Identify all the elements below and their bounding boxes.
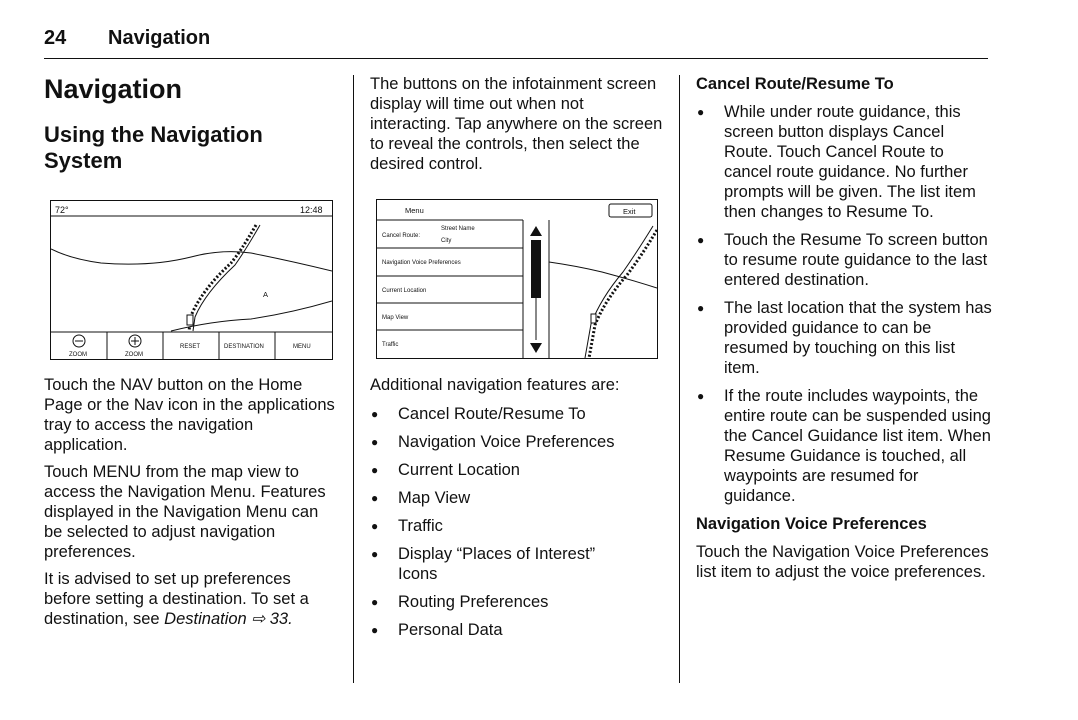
paragraph: The buttons on the infotainment screen display will time out when not interacting. Tap anywhere on the screen to reveal the controls, then select the desired control. bbox=[370, 75, 663, 173]
clock-readout: 12:48 bbox=[300, 205, 323, 215]
list-item: ● Cancel Route/Resume To bbox=[370, 404, 670, 424]
menu-title: Menu bbox=[405, 206, 424, 215]
page-number: 24 bbox=[44, 27, 67, 49]
temperature-readout: 72° bbox=[55, 205, 69, 215]
destination-link[interactable]: Destination bbox=[164, 610, 247, 628]
column-2-intro bbox=[370, 74, 666, 181]
list-item: ● Routing Preferences bbox=[370, 592, 670, 612]
reset-button[interactable]: RESET bbox=[180, 344, 201, 350]
vehicle-icon bbox=[187, 315, 193, 325]
nav-menu-screen-figure bbox=[376, 199, 658, 359]
column-3 bbox=[696, 74, 992, 589]
menu-item-map-view[interactable]: Map View bbox=[382, 315, 409, 321]
paragraph: It is advised to set up preferences before setting a destination. To set a destination, see Destination ⇨ 33. bbox=[44, 570, 309, 628]
list-item: ● Display “Places of Interest” Icons bbox=[370, 544, 623, 584]
section-heading-cancel-route: Cancel Route/Resume To bbox=[696, 75, 894, 93]
subsection-title: Using the Navigation System bbox=[44, 122, 263, 173]
vehicle-icon bbox=[591, 314, 596, 323]
features-list bbox=[370, 404, 670, 640]
column-divider-1 bbox=[353, 75, 354, 683]
column-divider-2 bbox=[679, 75, 680, 683]
list-item: ● The last location that the system has provided guidance to can be resumed by touching on this list item. bbox=[696, 298, 992, 378]
cancel-route-list bbox=[696, 102, 992, 506]
map-road bbox=[549, 262, 657, 288]
list-item: ● Personal Data bbox=[370, 620, 670, 640]
list-item: ● Current Location bbox=[370, 460, 670, 480]
map-marker: A bbox=[263, 290, 269, 299]
header-rule bbox=[44, 58, 988, 59]
menu-item-voice-preferences[interactable]: Navigation Voice Preferences bbox=[382, 260, 461, 266]
section-title: Navigation bbox=[108, 27, 211, 49]
list-item: ● Traffic bbox=[370, 516, 670, 536]
menu-item-current-location[interactable]: Current Location bbox=[382, 288, 427, 294]
menu-button[interactable]: MENU bbox=[293, 344, 311, 350]
menu-item-traffic[interactable]: Traffic bbox=[382, 342, 399, 348]
scroll-down-icon[interactable] bbox=[530, 343, 542, 353]
list-item: ● Map View bbox=[370, 488, 670, 508]
map-road bbox=[51, 249, 332, 271]
destination-button[interactable]: DESTINATION bbox=[224, 344, 264, 350]
paragraph: Touch the Navigation Voice Preferences list item to adjust the voice preferences. bbox=[696, 543, 989, 581]
section-heading-voice-preferences: Navigation Voice Preferences bbox=[696, 515, 927, 533]
route-road-edge bbox=[585, 226, 653, 358]
route-line bbox=[589, 230, 657, 358]
paragraph: Touch the NAV button on the Home Page or the Nav icon in the applications tray to access the navigation application. bbox=[44, 376, 335, 454]
column-2-body bbox=[370, 375, 670, 648]
page-title: Navigation bbox=[44, 74, 183, 104]
cancel-route-city: City bbox=[441, 238, 452, 244]
list-item: ● If the route includes waypoints, the entire route can be suspended using the Cancel Guidance list item. When Resume Guidance is touched, all waypoints are resumed for guidance. bbox=[696, 386, 992, 506]
cancel-route-street: Street Name bbox=[441, 226, 475, 232]
svg-text:ZOOM: ZOOM bbox=[69, 352, 87, 358]
list-item: ● Touch the Resume To screen button to resume route guidance to the last entered destination. bbox=[696, 230, 992, 290]
zoom-in-button[interactable] bbox=[125, 335, 143, 358]
svg-text:Exit: Exit bbox=[623, 207, 636, 216]
paragraph: Touch MENU from the map view to access the Navigation Menu. Features displayed in the Navigation Menu can be selected to adjust navigation preferences. bbox=[44, 463, 326, 561]
menu-scrollbar[interactable] bbox=[530, 226, 542, 353]
route-road-edge bbox=[193, 225, 260, 331]
column-1-body bbox=[44, 375, 340, 636]
scroll-up-icon[interactable] bbox=[530, 226, 542, 236]
page-ref[interactable]: ⇨ 33. bbox=[251, 610, 293, 628]
list-item: ● While under route guidance, this screen button displays Cancel Route. Touch Cancel Route to cancel route guidance. No further prompts will be given. The list item then changes to Resume To. bbox=[696, 102, 992, 222]
scroll-thumb[interactable] bbox=[531, 240, 541, 298]
svg-text:ZOOM: ZOOM bbox=[125, 352, 143, 358]
exit-button[interactable] bbox=[609, 204, 652, 217]
menu-item-cancel-route[interactable]: Cancel Route: bbox=[382, 233, 421, 239]
features-intro: Additional navigation features are: bbox=[370, 376, 620, 394]
column-1 bbox=[44, 74, 340, 174]
zoom-out-button[interactable] bbox=[69, 335, 87, 358]
list-item: ● Navigation Voice Preferences bbox=[370, 432, 670, 452]
nav-map-screen-figure bbox=[50, 200, 333, 360]
